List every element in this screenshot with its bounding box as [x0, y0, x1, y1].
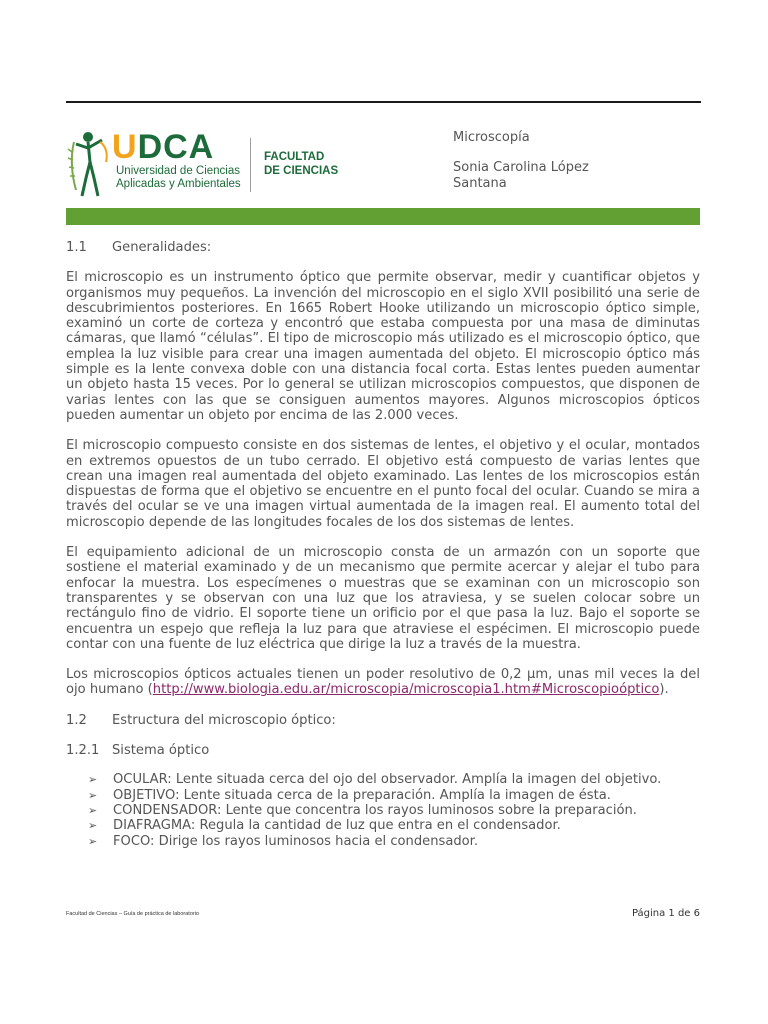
arrow-bullet-icon: ➢	[88, 819, 98, 833]
paragraph: El microscopio compuesto consiste en dos sistemas de lentes, el objetivo y el ocular, montados en extremos opuestos de un tubo cerrado. El objetivo está compuesto de varias lentes que crean una imagen real aumentada del objeto examinado. Las lentes de los microscopios están dispuestas de forma que el objetivo se encuentre en el punto focal del ocular. Cuando se mira a través del ocular se ve una imagen virtual aumentada de la imagen real. El aumento total del microscopio depende de las longitudes focales de los dos sistemas de lentes.	[66, 438, 700, 530]
paragraph: El microscopio es un instrumento óptico que permite observar, medir y cuantificar objetos y organismos muy pequeños. La invención del microscopio en el siglo XVII posibilitó una serie de descubrimientos posteriores. En 1665 Robert Hooke utilizando un microscopio óptico simple, examinó un corte de corteza y encontró que estaba compuesta por una masa de diminutas cámaras, que llamó “células”. El tipo de microscopio más utilizado es el microscopio óptico, que emplea la luz visible para crear una imagen aumentada del objeto. El microscopio óptico más simple es la lente convexa doble con una distancia focal corta. Estas lentes pueden aumentar un objeto hasta 15 veces. Por lo general se utilizan microscopios compuestos, que disponen de varias lentes con las que se consiguen aumentos mayores. Algunos microscopios ópticos pueden aumentar un objeto por encima de las 2.000 veces.	[66, 270, 700, 423]
document-header-info	[453, 130, 693, 192]
logo-faculty: FACULTAD DE CIENCIAS	[264, 151, 339, 177]
list-item: ➢ DIAFRAGMA: Regula la cantidad de luz que entra en el condensador.	[88, 818, 561, 834]
logo-subtitle: Universidad de Ciencias Aplicadas y Ambientales	[116, 165, 241, 190]
udca-logo	[66, 128, 346, 200]
author-name-line2: Santana	[453, 176, 507, 191]
section-heading-1-2	[66, 713, 700, 728]
arrow-bullet-icon: ➢	[88, 773, 98, 787]
section-title: Estructura del microscopio óptico:	[112, 712, 336, 728]
header-top-rule	[66, 101, 701, 103]
list-item: ➢ FOCO: Dirige los rayos luminosos hacia el condensador.	[88, 833, 479, 849]
paragraph: El equipamiento adicional de un microscopio consta de un armazón con un soporte que sostiene el material examinado y de un mecanismo que permite acercar y alejar el tubo para enfocar la muestra. Los especímenes o muestras que se examinan con un microscopio son transparentes y se observan con una luz que los atraviesa, y se suelen colocar sobre un rectángulo fino de vidrio. El soporte tiene un orificio por el que pasa la luz. Bajo el soporte se encuentra un espejo que refleja la luz para que atraviese el espécimen. El microscopio puede contar con una fuente de luz eléctrica que dirige la luz a través de la muestra.	[66, 545, 700, 652]
section-heading-1-2-1	[66, 743, 700, 758]
section-number: 1.2.1	[66, 743, 100, 759]
list-item: ➢ OBJETIVO: Lente situada cerca de la preparación. Amplía la imagen de ésta.	[88, 787, 611, 803]
logo-wordmark: UDCA	[112, 128, 215, 166]
arrow-bullet-icon: ➢	[88, 788, 98, 802]
section-title: Generalidades:	[112, 240, 212, 255]
logo-figure-icon	[66, 128, 112, 198]
arrow-bullet-icon: ➢	[88, 803, 98, 817]
paragraph-resolution: Los microscopios ópticos actuales tienen un poder resolutivo de 0,2 µm, unas mil veces la del ojo humano (http://www.biologia.edu.ar/microscopia/microscopia1.htm#Microscopioóptico).	[66, 667, 700, 698]
page-number: Página 1 de 6	[631, 908, 700, 919]
footer-left-text: Facultad de Ciencias – Guía de práctica de laboratorio	[66, 911, 199, 917]
document-body	[66, 240, 700, 849]
list-item: ➢ CONDENSADOR: Lente que concentra los rayos luminosos sobre la preparación.	[88, 802, 637, 818]
section-number: 1.2	[66, 712, 87, 728]
optical-system-list	[66, 772, 700, 848]
arrow-bullet-icon: ➢	[88, 834, 98, 848]
author-name-line1: Sonia Carolina López	[453, 160, 589, 175]
reference-link[interactable]: http://www.biologia.edu.ar/microscopia/microscopia1.htm#Microscopioóptico	[152, 682, 660, 698]
section-title: Sistema óptico	[112, 743, 210, 759]
header-green-bar	[66, 208, 700, 225]
logo-separator	[250, 138, 251, 192]
section-number: 1.1	[66, 240, 87, 255]
section-heading-1-1	[66, 240, 700, 255]
list-item: ➢ OCULAR: Lente situada cerca del ojo del observador. Amplía la imagen del objetivo.	[88, 772, 662, 788]
document-title: Microscopía	[453, 130, 530, 145]
